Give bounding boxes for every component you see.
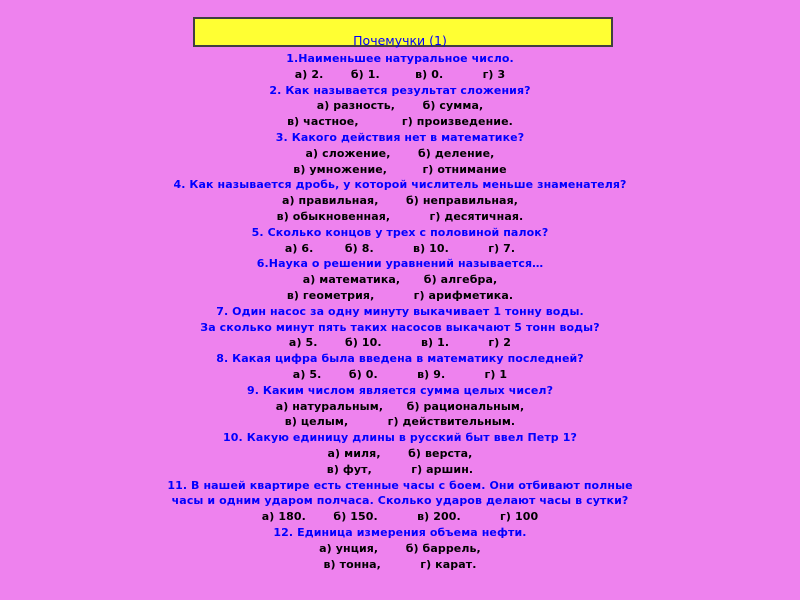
question-line: 7. Один насос за одну минуту выкачивает 1 тонну воды. [216,304,584,318]
answer-options-line: а) математика, б) алгебра, [302,273,498,287]
answer-options-line: а) 5. б) 0. в) 9. г) 1 [292,367,508,381]
answer-options-line: а) 5. б) 10. в) 1. г) 2 [288,336,512,350]
question-line: 9. Каким числом является сумма целых чисел? [246,383,554,397]
question-line: 5. Сколько концов у трех с половиной палок? [251,225,549,239]
answer-options-line: в) целым, г) действительным. [284,415,516,429]
question-line: часы и одним ударом полчаса. Сколько ударов делают часы в сутки? [171,494,629,508]
question-line: 1.Наименьшее натуральное число. [286,52,514,65]
answer-options-line: а) 2. б) 1. в) 0. г) 3 [294,67,506,81]
question-line: 4. Как называется дробь, у которой числитель меньше знаменателя? [173,178,627,192]
answer-options-line: в) геометрия, г) арифметика. [286,288,514,302]
question-line: 12. Единица измерения объема нефти. [273,525,527,539]
answer-options-line: а) натуральным, б) рациональным, [275,399,525,413]
answer-options-line: в) частное, г) произведение. [287,115,513,129]
answer-options-line: в) тонна, г) карат. [323,557,477,571]
answer-options-line: в) фут, г) аршин. [326,462,474,476]
question-line: 6.Наука о решении уравнений называется… [256,257,544,271]
answer-options-line: а) 180. б) 150. в) 200. г) 100 [261,510,539,524]
question-line: За сколько минут пять таких насосов выкачают 5 тонн воды? [200,320,600,334]
question-line: 3. Какого действия нет в математике? [275,130,525,144]
question-line: 2. Как называется результат сложения? [269,83,531,97]
answer-options-line: а) разность, б) сумма, [316,99,484,113]
answer-options-line: а) 6. б) 8. в) 10. г) 7. [284,241,516,255]
answer-options-line: а) унция, б) баррель, [319,541,481,555]
answer-options-line: в) обыкновенная, г) десятичная. [276,209,524,223]
quiz-text [0,51,800,572]
answer-options-line: а) сложение, б) деление, [305,146,495,160]
question-line: 8. Какая цифра была введена в математику последней? [216,352,584,366]
question-line: 10. Какую единицу длины в русский быт ввел Петр 1? [223,431,577,445]
answer-options-line: в) умножение, г) отнимание [293,162,507,176]
answer-options-line: а) миля, б) верста, [327,446,473,460]
slide-title: Почемучки (1) [353,33,447,48]
question-line: 11. В нашей квартире есть стенные часы с боем. Они отбивают полные [167,478,633,492]
answer-options-line: а) правильная, б) неправильная, [281,194,519,208]
